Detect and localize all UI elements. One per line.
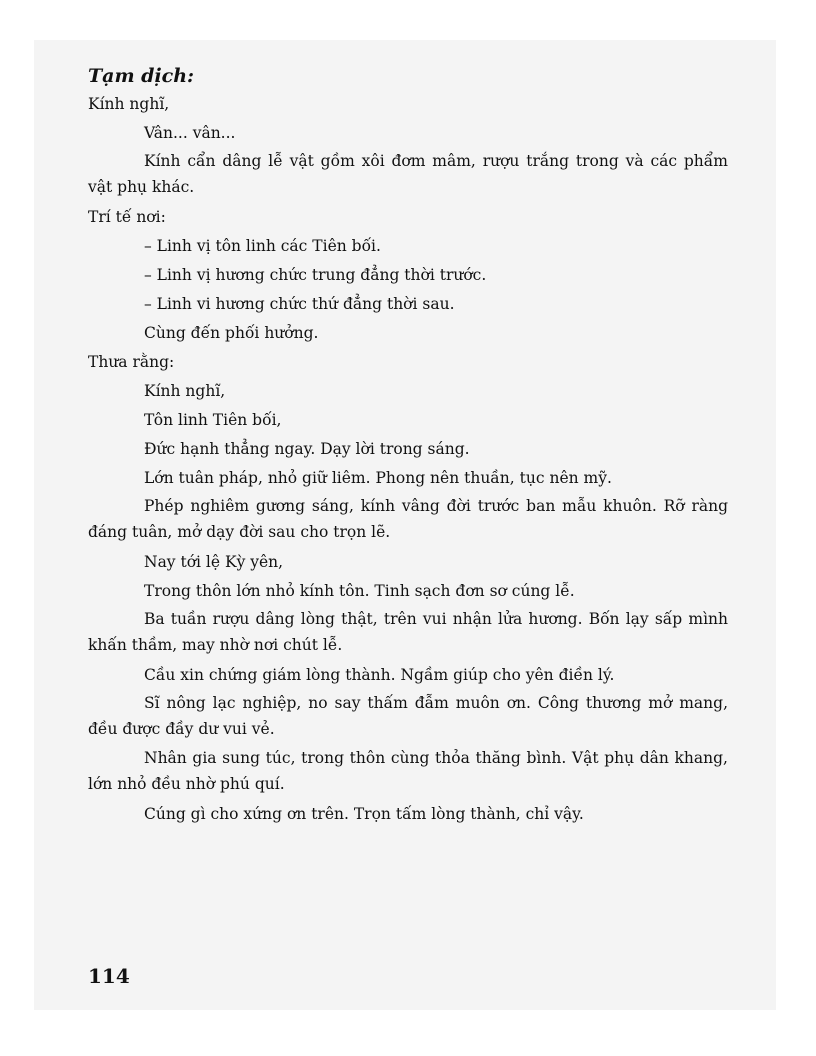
page-content (88, 64, 728, 829)
text-line: Lớn tuân pháp, nhỏ giữ liêm. Phong nên thuần, tục nên mỹ. (144, 469, 612, 487)
text-paragraph: Ba tuần rượu dâng lòng thật, trên vui nhận lửa hương. Bốn lạy sấp mình khấn thầm, may nhờ nơi chút lễ. (88, 610, 728, 654)
text-paragraph: Nhân gia sung túc, trong thôn cùng thỏa thăng bình. Vật phụ dân khang, lớn nhỏ đều nhờ phú quí. (88, 749, 728, 793)
text-line: Đức hạnh thẳng ngay. Dạy lời trong sáng. (144, 440, 470, 458)
section-heading: Tạm dịch: (88, 65, 195, 87)
text-line: Tôn linh Tiên bối, (144, 411, 282, 429)
page-number: 114 (88, 964, 130, 988)
text-line: Trí tế nơi: (88, 208, 166, 226)
text-line: Cầu xin chứng giám lòng thành. Ngầm giúp cho yên điền lý. (144, 666, 615, 684)
text-line: Kính nghĩ, (88, 95, 170, 113)
text-paragraph: Sĩ nông lạc nghiệp, no say thấm đẫm muôn ơn. Công thương mở mang, đều được đầy dư vui vẻ. (88, 694, 728, 738)
text-paragraph: Phép nghiêm gương sáng, kính vâng đời trước ban mẫu khuôn. Rỡ ràng đáng tuân, mở dạy đời sau cho trọn lẽ. (88, 497, 728, 541)
text-line: Kính nghĩ, (144, 382, 226, 400)
text-line: Vân... vân... (144, 124, 236, 142)
text-paragraph: Kính cẩn dâng lễ vật gồm xôi đơm mâm, rượu trắng trong và các phẩm vật phụ khác. (88, 152, 728, 196)
text-line: Thưa rằng: (88, 353, 175, 371)
list-item: – Linh vị hương chức trung đẳng thời trước. (144, 266, 487, 284)
text-line: Cùng đến phối hưởng. (144, 324, 319, 342)
list-item: – Linh vị tôn linh các Tiên bối. (144, 237, 381, 255)
text-line: Trong thôn lớn nhỏ kính tôn. Tinh sạch đơn sơ cúng lễ. (144, 582, 575, 600)
text-line: Nay tới lệ Kỳ yên, (144, 553, 284, 571)
list-item: – Linh vi hương chức thứ đẳng thời sau. (144, 295, 455, 313)
text-line: Cúng gì cho xứng ơn trên. Trọn tấm lòng thành, chỉ vậy. (144, 805, 584, 823)
